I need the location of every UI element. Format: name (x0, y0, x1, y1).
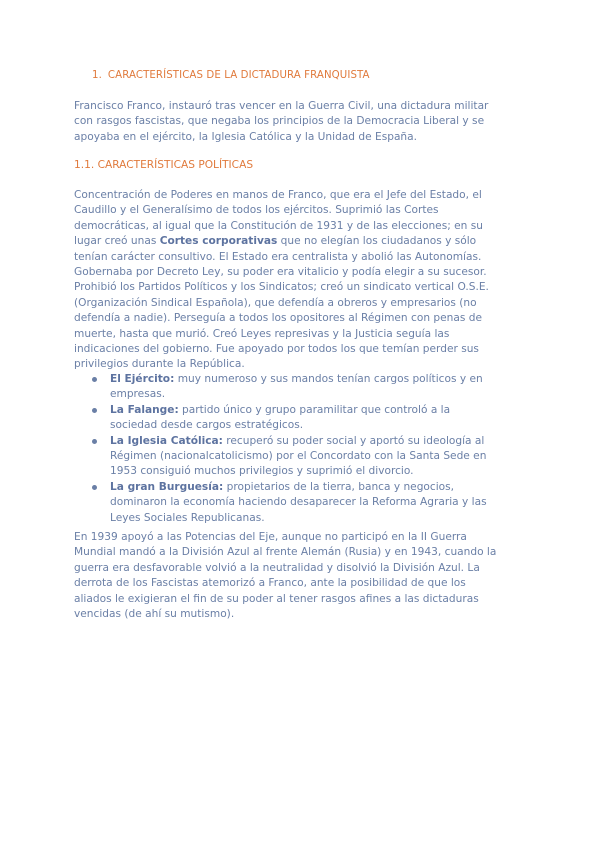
text-line: guerra era desfavorable volvió a la neutralidad y disolvió la División Azul. La (74, 561, 480, 574)
text-line: Leyes Sociales Republicanas. (110, 511, 265, 524)
bold-term: La Falange: (110, 403, 179, 416)
text-line: Prohibió los Partidos Políticos y los Sindicatos; creó un sindicato vertical O.S.E. (74, 281, 489, 294)
text-fragment: que no elegían los ciudadanos y sólo (277, 235, 477, 248)
text-line: tenían carácter consultivo. El Estado era centralista y abolió las Autonomías. (74, 250, 482, 263)
section-title: CARACTERÍSTICAS DE LA DICTADURA FRANQUISTA (107, 70, 370, 81)
text-line: Régimen (nacionalcatolicismo) por el Concordato con la Santa Sede en (110, 450, 487, 463)
section-heading-1 (92, 70, 370, 81)
support-list (92, 372, 537, 526)
intro-paragraph (74, 99, 534, 145)
text-line (74, 234, 534, 249)
bold-term: El Ejército: (110, 373, 175, 385)
text-line (110, 434, 537, 449)
text-line: (Organización Sindical Española), que defendía a obreros y empresarios (no (74, 296, 477, 309)
text-fragment: propietarios de la tierra, banca y negocios, (223, 480, 455, 493)
bullet-icon (92, 485, 97, 490)
text-fragment: lugar creó unas (74, 235, 160, 248)
text-line: privilegios durante la República. (74, 358, 245, 371)
bold-term: Cortes corporativas (159, 235, 278, 248)
text-line: defendía a nadie). Perseguía a todos los opositores al Régimen con penas de (74, 312, 482, 325)
political-paragraph (74, 188, 534, 373)
text-fragment: recuperó su poder social y aportó su ideología al (222, 434, 485, 447)
list-item (92, 372, 537, 403)
text-line: derrota de los Fascistas atemorizó a Franco, ante la posibilidad de que los (74, 577, 466, 590)
closing-paragraph (74, 530, 534, 622)
text-line: con rasgos fascistas, que negaba los principios de la Democracia Liberal y se (74, 115, 485, 128)
text-line: Francisco Franco, instauró tras vencer en la Guerra Civil, una dictadura militar (74, 100, 489, 112)
text-line: Gobernaba por Decreto Ley, su poder era vitalicio y podía elegir a su sucesor. (74, 266, 487, 279)
list-item (92, 480, 537, 526)
text-line (110, 480, 537, 495)
bullet-icon (92, 439, 97, 444)
text-line: dominaron la economía haciendo desaparecer la Reforma Agraria y las (110, 496, 487, 509)
bold-term: La gran Burguesía: (110, 480, 224, 493)
text-line: 1953 consiguió muchos privilegios y suprimió el divorcio. (110, 465, 414, 478)
text-line: Caudillo y el Generalísimo de todos los ejércitos. Suprimió las Cortes (74, 204, 439, 217)
bullet-icon (92, 377, 97, 382)
section-number: 1. (92, 70, 102, 81)
list-item (92, 434, 537, 480)
text-line: indicaciones del gobierno. Fue apoyado por todos los que temían perder sus (74, 343, 479, 356)
list-item (92, 403, 537, 434)
text-line: apoyaba en el ejército, la Iglesia Católica y la Unidad de España. (74, 130, 418, 143)
text-line: empresas. (110, 388, 166, 401)
subsection-heading: 1.1. CARACTERÍSTICAS POLÍTICAS (74, 159, 254, 171)
text-fragment: muy numeroso y sus mandos tenían cargos políticos y en (174, 373, 483, 385)
text-line: muerte, hasta que murió. Creó Leyes represivas y la Justicia seguía las (74, 327, 450, 340)
text-line: vencidas (de ahí su mutismo). (74, 608, 235, 621)
bullet-icon (92, 408, 97, 413)
text-line (110, 372, 537, 387)
text-line: Mundial mandó a la División Azul al frente Alemán (Rusia) y en 1943, cuando la (74, 546, 497, 559)
text-line: En 1939 apoyó a las Potencias del Eje, aunque no participó en la II Guerra (74, 531, 467, 543)
text-line: aliados le exigieran el fin de su poder al tener rasgos afines a las dictaduras (74, 592, 479, 605)
text-line: sociedad desde cargos estratégicos. (110, 419, 304, 432)
text-line: democráticas, al igual que la Constitución de 1931 y de las elecciones; en su (74, 219, 483, 232)
text-line (110, 403, 537, 418)
text-fragment: partido único y grupo paramilitar que controló a la (178, 403, 451, 416)
bold-term: La Iglesia Católica: (110, 434, 223, 447)
text-line: Concentración de Poderes en manos de Franco, que era el Jefe del Estado, el (74, 189, 482, 201)
